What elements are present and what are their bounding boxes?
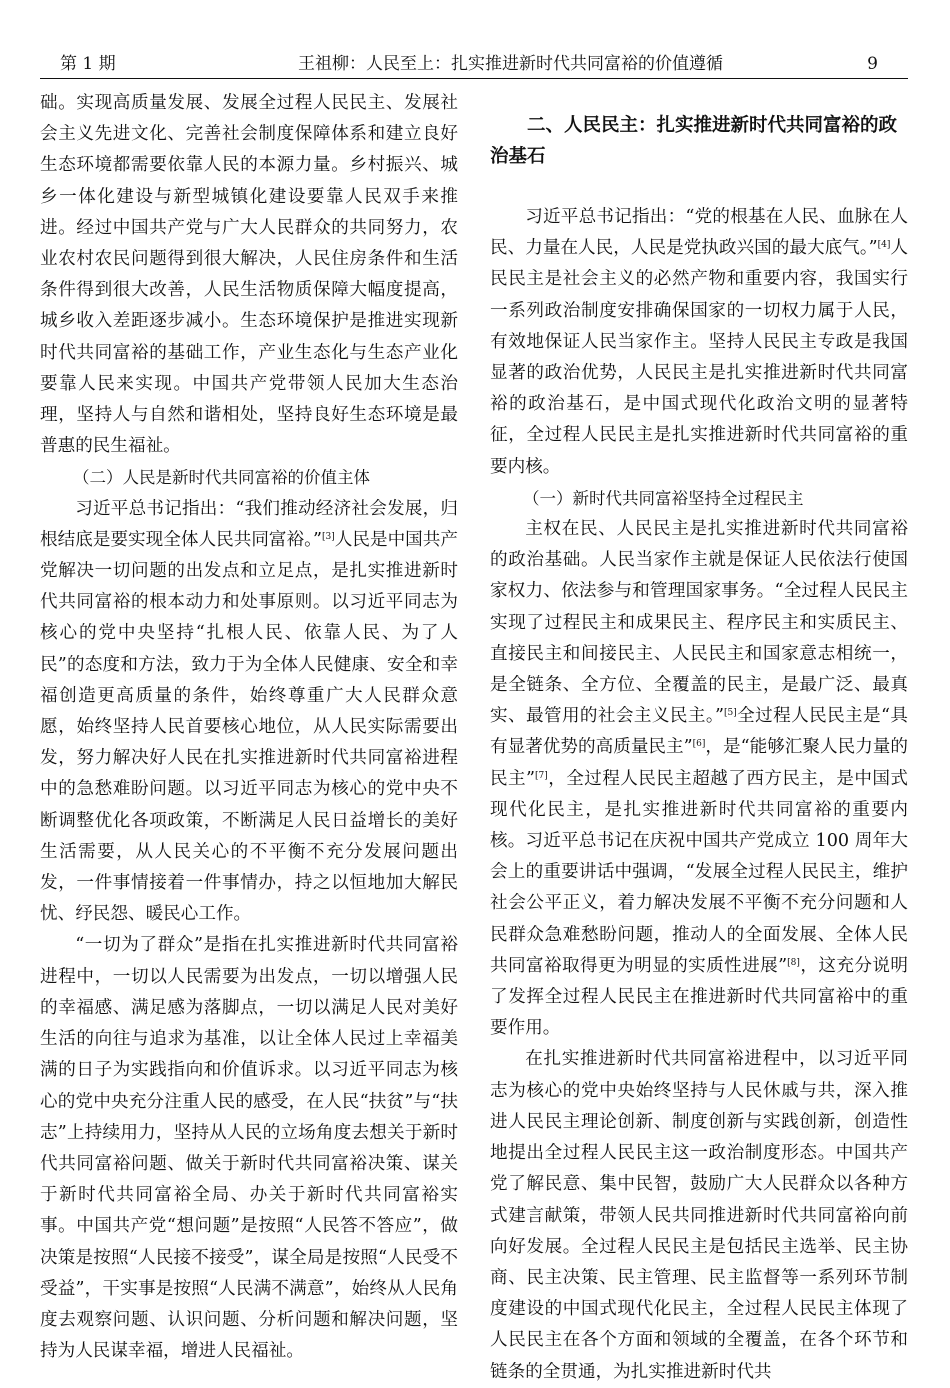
right-column — [490, 88, 908, 1388]
paragraph-value-subject: 习近平总书记指出：“我们推动经济社会发展，归根结底是要实现全体人民共同富裕。”[3]人民是中国共产党解决一切问题的出发点和立足点，是扎实推进新时代共同富裕的根本动力和处事原则。以习近平同志为核心的党中央坚持“扎根人民、依靠人民、为了人民”的态度和方法，致力于为全体人民健康、安全和幸福创造更高质量的条件，始终尊重广大人民群众意愿，始终坚持人民首要核心地位，从人民实际需要出发，努力解决好人民在扎实推进新时代共同富裕进程中的急愁难盼问题。以习近平同志为核心的党中央不断调整优化各项政策，不断满足人民日益增长的美好生活需要，从人民关心的不平衡不充分发展问题出发，一件事情接着一件事情办，持之以恒地加大解民忧、纾民怨、暖民心工作。 — [40, 498, 458, 925]
citation-8: [8] — [787, 957, 800, 968]
running-header — [40, 52, 908, 79]
subsection-heading-2: （二）人民是新时代共同富裕的价值主体 — [73, 468, 370, 488]
section-heading: 二、人民民主：扎实推进新时代共同富裕的政治基石 — [490, 115, 898, 167]
citation-4: [4] — [877, 240, 891, 251]
left-column — [40, 88, 458, 1367]
paragraph-people-foundation: 习近平总书记指出：“党的根基在人民、血脉在人民、力量在人民，人民是党执政兴国的最大底气。”[4]人民民主是社会主义的必然产物和重要内容，我国实行一系列政治制度安排确保国家的一切权力属于人民，有效地保证人民当家作主。坚持人民民主专政是我国显著的政治优势，人民民主是扎实推进新时代共同富裕的政治基石，是中国式现代化政治文明的显著特征，全过程人民民主是扎实推进新时代共同富裕的重要内核。 — [490, 207, 908, 477]
running-title: 王祖柳：人民至上：扎实推进新时代共同富裕的价值遵循 — [298, 54, 723, 74]
paragraph-party-and-people: 在扎实推进新时代共同富裕进程中，以习近平同志为核心的党中央始终坚持与人民休戚与共，深入推进人民民主理论创新、制度创新与实践创新，创造性地提出全过程人民民主这一政治制度形态。中国共产党了解民意、集中民智，鼓励广大人民群众以各种方式建言献策，带领人民共同推进新时代共同富裕向前向好发展。全过程人民民主是包括民主选举、民主协商、民主决策、民主管理、民主监督等一系列环节制度建设的中国式现代化民主，全过程人民民主体现了人民民主在各个方面和领域的全覆盖，在各个环节和链条的全贯通，为扎实推进新时代共 — [490, 1049, 908, 1382]
citation-7: [7] — [535, 770, 548, 781]
issue-label: 第 1 期 — [60, 54, 116, 74]
paragraph-continued: 础。实现高质量发展、发展全过程人民民主、发展社会主义先进文化、完善社会制度保障体系和建立良好生态环境都需要依靠人民的本源力量。乡村振兴、城乡一体化建设与新型城镇化建设要靠人民双手来推进。经过中国共产党与广大人民群众的共同努力，农业农村农民问题得到很大解决，人民住房条件和生活条件得到很大改善，人民生活物质保障大幅度提高，城乡收入差距逐步减小。生态环境保护是推进实现新时代共同富裕的基础工作，产业生态化与生态产业化要靠人民来实现。中国共产党带领人民加大生态治理，坚持人与自然和谐相处，坚持良好生态环境是最普惠的民生福祉。 — [40, 93, 458, 457]
paragraph-for-the-masses: “一切为了群众”是指在扎实推进新时代共同富裕进程中，一切以人民需要为出发点，一切以增强人民的幸福感、满足感为落脚点，一切以满足人民对美好生活的向往与追求为基准，以让全体人民过上幸福美满的日子为实践指向和价值诉求。以习近平同志为核心的党中央充分注重人民的感受，在人民“扶贫”与“扶志”上持续用力，坚持从人民的立场角度去想关于新时代共同富裕问题、做关于新时代共同富裕决策、谋关于新时代共同富裕全局、办关于新时代共同富裕实事。中国共产党“想问题”是按照“人民答不答应”，做决策是按照“人民接不接受”，谋全局是按照“人民受不受益”，干实事是按照“人民满不满意”，始终从人民角度去观察问题、认识问题、分析问题和解决问题，坚持为人民谋幸福，增进人民福祉。 — [40, 935, 458, 1362]
paragraph-whole-process-democracy: 主权在民、人民民主是扎实推进新时代共同富裕的政治基础。人民当家作主就是保证人民依法行使国家权力、依法参与和管理国家事务。“全过程人民民主实现了过程民主和成果民主、程序民主和实质民主、直接民主和间接民主、人民民主和国家意志相统一，是全链条、全方位、全覆盖的民主，是最广泛、最真实、最管用的社会主义民主。”[5]全过程人民民主是“具有显著优势的高质量民主”[6]，是“能够汇聚人民力量的民主”[7]，全过程人民民主超越了西方民主，是中国式现代化民主，是扎实推进新时代共同富裕的重要内核。习近平总书记在庆祝中国共产党成立 100 周年大会上的重要讲话中强调，“发展全过程人民民主，维护社会公平正义，着力解决发展不平衡不充分问题和人民群众急难愁盼问题，推动人的全面发展、全体人民共同富裕取得更为明显的实质性进展”[8]，这充分说明了发挥全过程人民民主在推进新时代共同富裕中的重要作用。 — [490, 519, 908, 1039]
subsection-heading-1: （一）新时代共同富裕坚持全过程民主 — [523, 488, 804, 508]
citation-5: [5] — [724, 708, 737, 719]
page-number: 9 — [867, 54, 878, 74]
citation-3: [3] — [321, 531, 335, 542]
citation-6: [6] — [692, 739, 706, 750]
